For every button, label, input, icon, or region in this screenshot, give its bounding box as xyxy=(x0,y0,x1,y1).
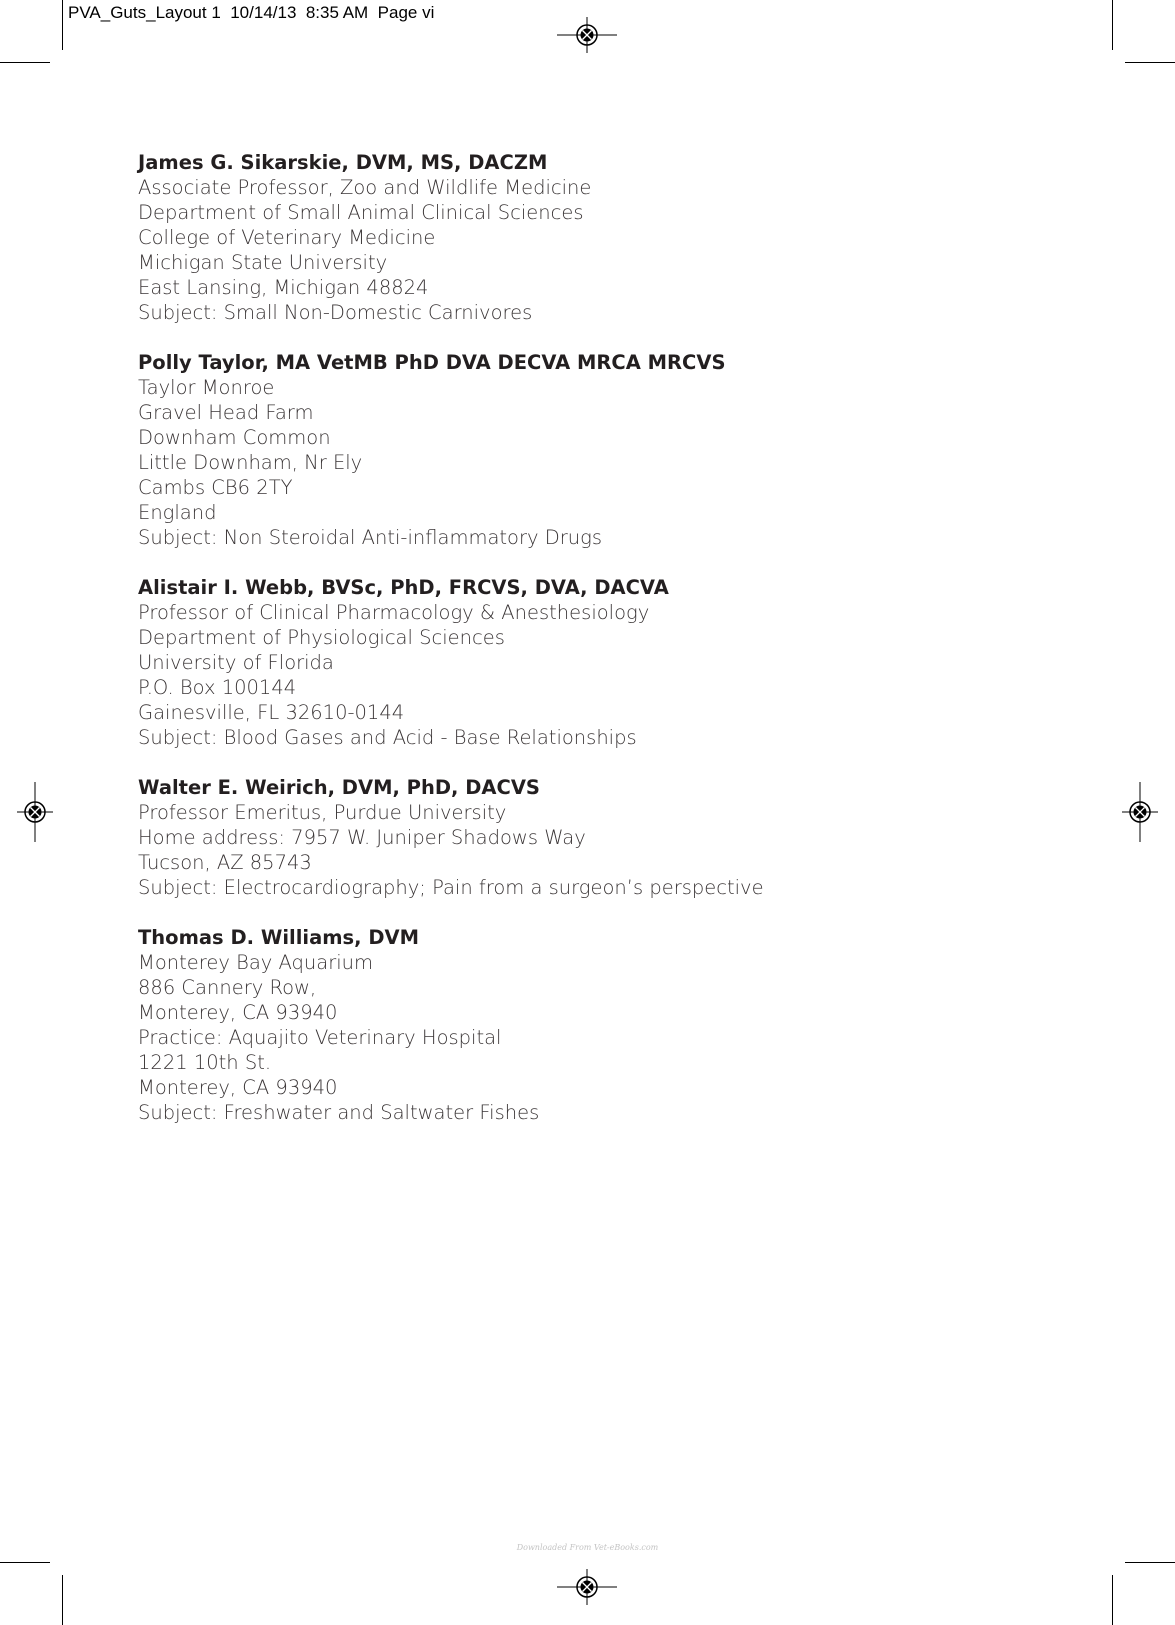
slug-line: PVA_Guts_Layout 1 10/14/13 8:35 AM Page vi xyxy=(68,3,435,22)
crop-mark-bottom-left-vertical xyxy=(62,1575,63,1625)
contributor-entry xyxy=(138,775,1038,900)
contributor-entry xyxy=(138,575,1038,750)
contributor-subject: Subject: Small Non-Domestic Carnivores xyxy=(138,301,533,324)
watermark: Downloaded From Vet-eBooks.com xyxy=(516,1543,659,1552)
contributor-detail-line: England xyxy=(138,501,217,524)
contributor-entry xyxy=(138,925,1038,1125)
contributor-detail-line: Little Downham, Nr Ely xyxy=(138,451,363,474)
registration-mark-right-icon xyxy=(1110,782,1170,842)
contributor-detail-line: P.O. Box 100144 xyxy=(138,676,297,699)
contributor-detail-line: Department of Physiological Sciences xyxy=(138,626,505,649)
contributor-detail-line: Monterey, CA 93940 xyxy=(138,1076,338,1099)
crop-mark-top-right-horizontal xyxy=(1125,62,1175,63)
contributor-name: James G. Sikarskie, DVM, MS, DACZM xyxy=(138,151,548,174)
contributor-detail-line: Michigan State University xyxy=(138,251,388,274)
crop-mark-top-left-vertical xyxy=(62,0,63,50)
contributor-subject: Subject: Non Steroidal Anti-inflammatory Drugs xyxy=(138,526,602,549)
crop-mark-bottom-right-vertical xyxy=(1112,1575,1113,1625)
contributor-subject: Subject: Freshwater and Saltwater Fishes xyxy=(138,1101,540,1124)
contributor-name: Thomas D. Williams, DVM xyxy=(138,926,420,949)
contributor-name: Alistair I. Webb, BVSc, PhD, FRCVS, DVA, DACVA xyxy=(138,576,669,599)
contributor-detail-line: Downham Common xyxy=(138,426,331,449)
contributor-entry xyxy=(138,150,1038,325)
contributor-subject: Subject: Electrocardiography; Pain from a surgeon’s perspective xyxy=(138,876,764,899)
registration-mark-bottom-icon xyxy=(557,1557,617,1617)
contributor-detail-line: 1221 10th St. xyxy=(138,1051,272,1074)
contributor-detail-line: Gravel Head Farm xyxy=(138,401,314,424)
contributor-list xyxy=(138,150,1038,1150)
registration-mark-top-icon xyxy=(557,5,617,65)
contributor-detail-line: Tucson, AZ 85743 xyxy=(138,851,312,874)
contributor-detail-line: Associate Professor, Zoo and Wildlife Medicine xyxy=(138,176,592,199)
contributor-detail-line: Department of Small Animal Clinical Sciences xyxy=(138,201,584,224)
crop-mark-top-right-vertical xyxy=(1112,0,1113,50)
registration-mark-left-icon xyxy=(5,782,65,842)
contributor-detail-line: Monterey, CA 93940 xyxy=(138,1001,338,1024)
contributor-detail-line: East Lansing, Michigan 48824 xyxy=(138,276,429,299)
contributor-detail-line: University of Florida xyxy=(138,651,334,674)
contributor-detail-line: Monterey Bay Aquarium xyxy=(138,951,374,974)
contributor-detail-line: Home address: 7957 W. Juniper Shadows Way xyxy=(138,826,586,849)
crop-mark-bottom-right-horizontal xyxy=(1125,1562,1175,1563)
contributor-detail-line: Taylor Monroe xyxy=(138,376,275,399)
contributor-detail-line: Professor Emeritus, Purdue University xyxy=(138,801,507,824)
contributor-entry xyxy=(138,350,1038,550)
contributor-detail-line: 886 Cannery Row, xyxy=(138,976,317,999)
contributor-detail-line: Professor of Clinical Pharmacology & Anesthesiology xyxy=(138,601,650,624)
contributor-name: Walter E. Weirich, DVM, PhD, DACVS xyxy=(138,776,540,799)
contributor-subject: Subject: Blood Gases and Acid - Base Relationships xyxy=(138,726,637,749)
contributor-detail-line: Cambs CB6 2TY xyxy=(138,476,293,499)
contributor-detail-line: Practice: Aquajito Veterinary Hospital xyxy=(138,1026,502,1049)
contributor-name: Polly Taylor, MA VetMB PhD DVA DECVA MRCA MRCVS xyxy=(138,351,726,374)
crop-mark-top-left-horizontal xyxy=(0,62,50,63)
crop-mark-bottom-left-horizontal xyxy=(0,1562,50,1563)
contributor-detail-line: Gainesville, FL 32610-0144 xyxy=(138,701,405,724)
contributor-detail-line: College of Veterinary Medicine xyxy=(138,226,436,249)
